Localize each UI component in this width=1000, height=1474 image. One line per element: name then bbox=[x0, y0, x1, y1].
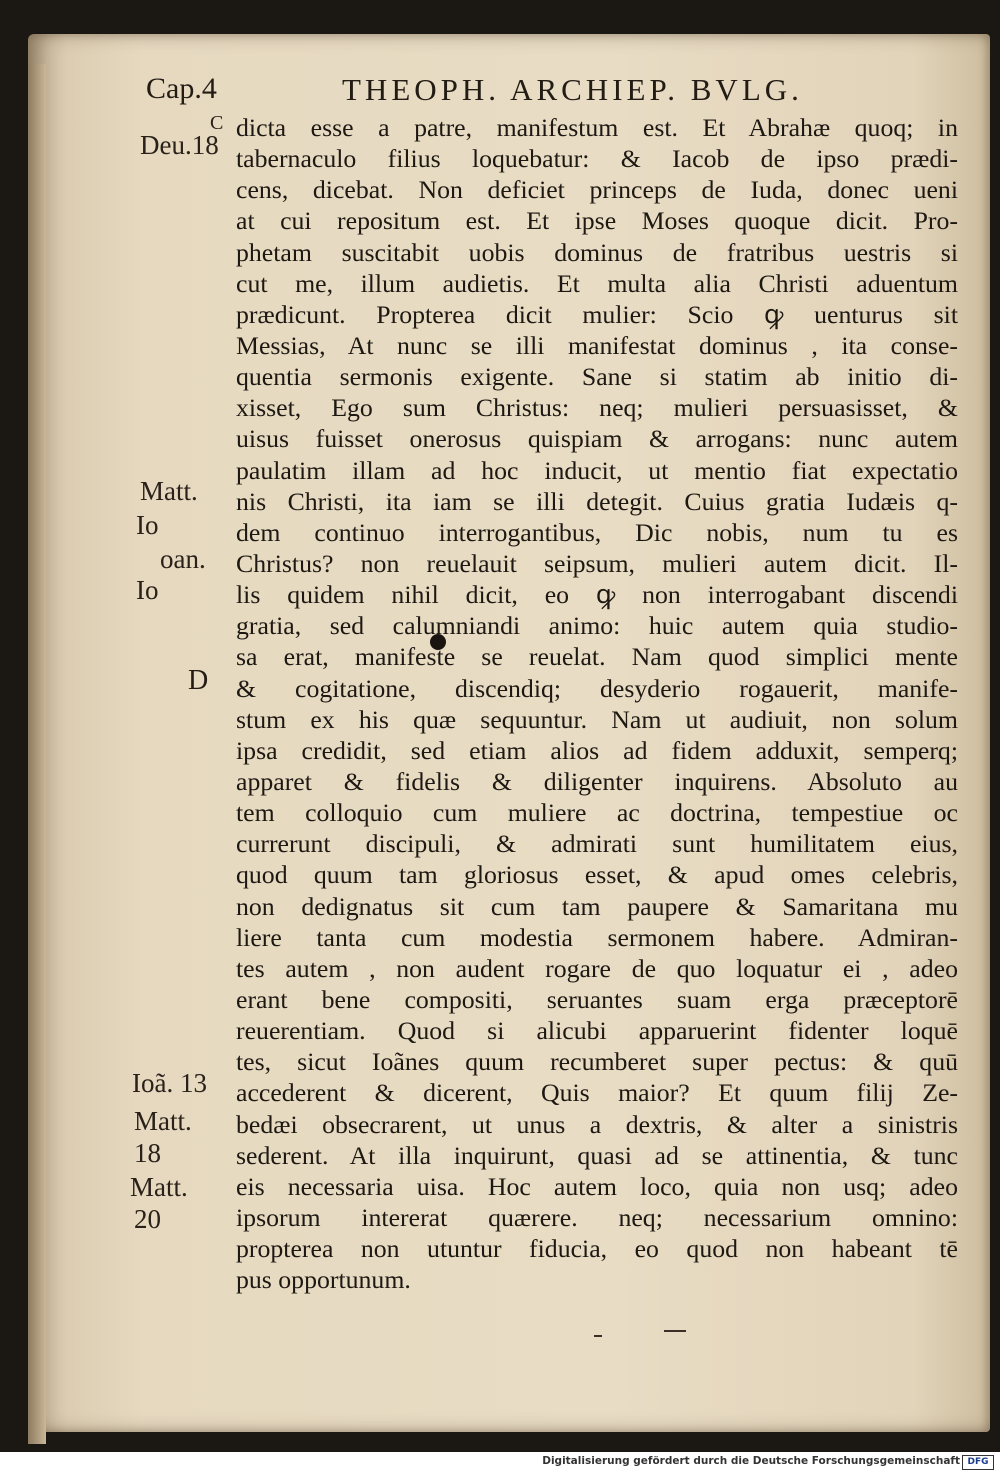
text-line: pus opportunum. bbox=[236, 1265, 411, 1295]
text-line: xisset, Ego sum Christus: neq; mulieri persuasisset, & bbox=[236, 393, 958, 423]
margin-note-deu18: Deu.18 bbox=[140, 130, 219, 160]
text-line: sederent. At illa inquirunt, quasi ad se attinentia, & tunc bbox=[236, 1140, 958, 1170]
text-line: dicta esse a patre, manifestum est. Et Abrahæ quoq; in bbox=[236, 113, 958, 142]
text-line: propterea non utuntur fiducia, eo quod non habeant tē bbox=[236, 1234, 958, 1264]
margin-note-ioa13: Ioã. 13 bbox=[132, 1068, 207, 1098]
text-line: erant bene compositi, seruantes suam erga præceptorē bbox=[236, 984, 958, 1014]
margin-note-matt20-num: 20 bbox=[134, 1204, 161, 1234]
text-line: & cogitatione, discendiq; desyderio rogauerit, manife- bbox=[236, 673, 958, 703]
running-title: THEOPH. ARCHIEP. BVLG. bbox=[342, 72, 803, 107]
text-line: bedæi obsecrarent, ut unus a dextris, & alter a sinistris bbox=[236, 1109, 958, 1139]
text-line: ipsa credidit, sed etiam alios ad fidem adduxit, semperq; bbox=[236, 735, 958, 765]
margin-note-matt20: Matt. bbox=[130, 1172, 188, 1202]
page-fore-edge bbox=[28, 64, 46, 1444]
text-line: accederent & dicerent, Quis maior? Et quum filij Ze- bbox=[236, 1078, 958, 1108]
text-line: lis quidem nihil dicit, eo ꝙ non interrogabant discendi bbox=[236, 580, 958, 610]
digitization-credit: Digitalisierung gefördert durch die Deutsche Forschungsgemeinschaft bbox=[542, 1455, 960, 1467]
stray-ink-mark bbox=[594, 1335, 602, 1337]
main-text-block bbox=[236, 112, 958, 1295]
text-line: Messias, At nunc se illi manifestat dominus , ita conse- bbox=[236, 330, 958, 360]
running-head bbox=[146, 72, 866, 112]
margin-note-ioan10-num: Io bbox=[136, 575, 159, 605]
text-line: tes autem , non audent rogare de quo loquatur ei , adeo bbox=[236, 953, 958, 983]
section-marker: D bbox=[188, 665, 209, 696]
margin-note-symbol: C bbox=[210, 112, 224, 134]
text-line: apparet & fidelis & diligenter inquirens. Absoluto au bbox=[236, 766, 958, 796]
text-line: tem colloquio cum muliere ac doctrina, tempestiue oc bbox=[236, 798, 958, 828]
margin-note-matt18-num: 18 bbox=[134, 1138, 161, 1168]
text-line: phetam suscitabit uobis dominus de fratribus uestris si bbox=[236, 237, 958, 267]
text-line: cut me, illum audietis. Et multa alia Christi aduentum bbox=[236, 268, 958, 298]
text-line: non dedignatus sit cum tam paupere & Samaritana mu bbox=[236, 891, 958, 921]
margin-note-matt10: Matt. bbox=[140, 476, 198, 506]
text-line: currerunt discipuli, & admirati sunt humilitatem eius, bbox=[236, 829, 958, 859]
text-line: nis Christi, ita iam se illi detegit. Cuius gratia Iudæis q- bbox=[236, 486, 958, 516]
text-line: tabernaculo filius loquebatur: & Iacob de ipso prædi- bbox=[236, 144, 958, 174]
text-line: paulatim illam ad hoc inducit, ut mentio fiat expectatio bbox=[236, 455, 958, 485]
text-line: liere tanta cum modestia sermonem habere. Admiran- bbox=[236, 922, 958, 952]
text-line: cens, dicebat. Non deficiet princeps de Iuda, donec ueni bbox=[236, 175, 958, 205]
text-line: at cui repositum est. Et ipse Moses quoque dicit. Pro- bbox=[236, 206, 958, 236]
margin-note-ioan10: oan. bbox=[160, 544, 206, 574]
margin-note-matt18: Matt. bbox=[134, 1106, 192, 1136]
dfg-logo: DFG bbox=[962, 1455, 994, 1470]
text-line: Christus? non reuelauit seipsum, mulieri autem dicit. Il- bbox=[236, 548, 958, 578]
stray-ink-mark bbox=[664, 1330, 686, 1332]
text-line: ipsorum intererat quærere. neq; necessarium omnino: bbox=[236, 1202, 958, 1232]
text-line: dem continuo interrogantibus, Dic nobis, num tu es bbox=[236, 517, 958, 547]
text-line: eis necessaria uisa. Hoc autem loco, quia non usq; adeo bbox=[236, 1171, 958, 1201]
text-line: quentia sermonis exigente. Sane si statim ab initio di- bbox=[236, 362, 958, 392]
text-line: uisus fuisset onerosus quispiam & arrogans: nunc autem bbox=[236, 424, 958, 454]
text-line: gratia, sed calumniandi animo: huic autem quia studio- bbox=[236, 611, 958, 641]
text-line: quod quum tam gloriosus esset, & apud omes celebris, bbox=[236, 860, 958, 890]
margin-note-matt10-num: Io bbox=[136, 510, 159, 540]
text-line: stum ex his quæ sequuntur. Nam ut audiuit, non solum bbox=[236, 704, 958, 734]
text-line: tes, sicut Ioãnes quum recumberet super pectus: & quū bbox=[236, 1047, 958, 1077]
text-line: sa erat, manifeste se reuelat. Nam quod simplici mente bbox=[236, 642, 958, 672]
chapter-label: Cap.4 bbox=[146, 72, 217, 105]
text-line: prædicunt. Propterea dicit mulier: Scio ꝙ uenturus sit bbox=[236, 299, 958, 329]
text-line: reuerentiam. Quod si alicubi apparuerint fidenter loquē bbox=[236, 1016, 958, 1046]
